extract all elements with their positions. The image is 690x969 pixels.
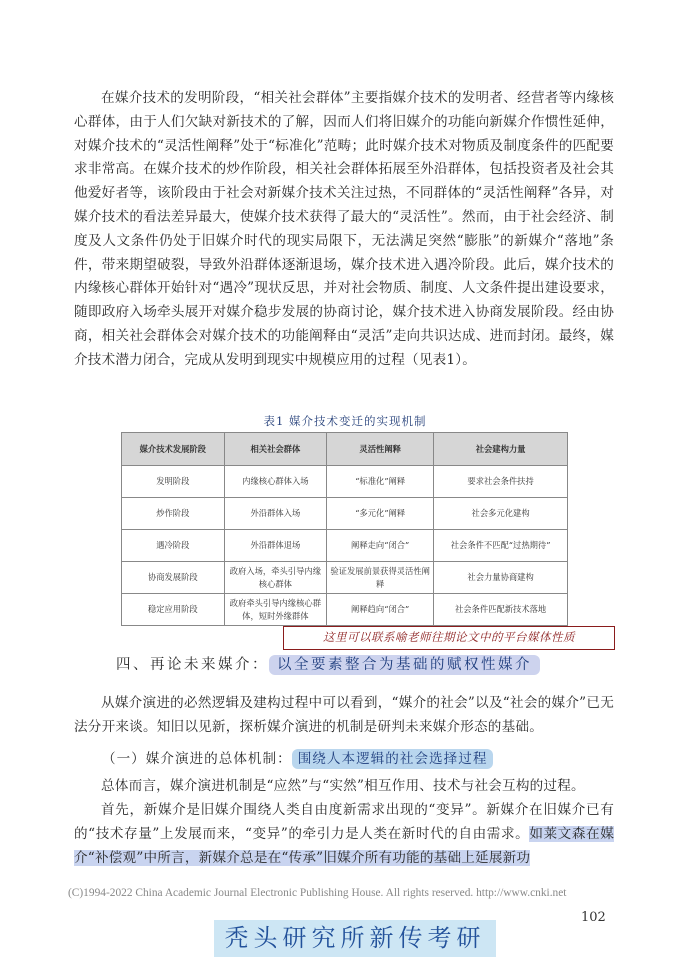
mechanism-table <box>121 432 568 626</box>
table-caption: 表1 媒介技术变迁的实现机制 <box>263 414 427 428</box>
table-cell: 阐释走向“闭合” <box>327 530 434 562</box>
body-paragraph-2: 从媒介演进的必然逻辑及建构过程中可以看到，“媒介的社会”以及“社会的媒介”已无法分开来谈。知旧以见新，探析媒介演进的机制是研判未来媒介形态的基础。 <box>74 695 614 735</box>
table-cell: 阐释趋向“闭合” <box>327 594 434 626</box>
table-cell: 协商发展阶段 <box>122 562 225 594</box>
table-cell: 遇冷阶段 <box>122 530 225 562</box>
subsection-heading-highlight: 围绕人本逻辑的社会选择过程 <box>292 749 494 769</box>
table-cell: 验证发展前景获得灵活性阐释 <box>327 562 434 594</box>
table-cell: 社会多元化建构 <box>434 498 568 530</box>
table-row <box>122 498 568 530</box>
table-cell: “标准化”阐释 <box>327 466 434 498</box>
subsection-heading-1 <box>102 747 493 767</box>
table-cell: 炒作阶段 <box>122 498 225 530</box>
table-cell: 外沿群体入场 <box>224 498 327 530</box>
table-header-cell: 相关社会群体 <box>224 433 327 466</box>
paragraph-4-text: 首先，新媒介是旧媒介围绕人类自由度新需求出现的“变异”。新媒介在旧媒介已有的“技术存量”上发展而来，“变异”的牵引力是人类在新时代的自由需求。 <box>74 802 614 842</box>
body-paragraph-1: 在媒介技术的发明阶段，“相关社会群体”主要指媒介技术的发明者、经营者等内缘核心群体，由于人们欠缺对新技术的了解，因而人们将旧媒介的功能向新媒介作惯性延伸，对媒介技术的“灵活性阐释”处于“标准化”范畴；此时媒介技术对物质及制度条件的匹配要求非常高。在媒介技术的炒作阶段，相关社会群体拓展至外沿群体，包括投资者及社会其他爱好者等，该阶段由于社会对新媒介技术关注过热，不同群体的“灵活性阐释”各异，对媒介技术的看法差异最大，使媒介技术获得了最大的“灵活性”。然而，由于社会经济、制度及人文条件仍处于旧媒介时代的现实局限下，无法满足突然“膨胀”的新媒介“落地”条件，带来期望破裂，导致外沿群体逐渐退场，媒介技术进入遇冷阶段。此后，媒介技术的内缘核心群体开始针对“遇冷”现状反思，并对社会物质、制度、人文条件提出建设要求，随即政府入场牵头展开对媒介稳步发展的协商讨论，媒介技术进入协商发展阶段。经由协商，相关社会群体会对媒介技术的功能阐释由“灵活”走向共识达成、进而封闭。最终，媒介技术潜力闭合，完成从发明到现实中规模应用的过程（见表1）。 <box>74 90 614 368</box>
page-number: 102 <box>581 910 606 925</box>
body-paragraph-4 <box>74 799 614 870</box>
table-cell: 稳定应用阶段 <box>122 594 225 626</box>
table-cell: 发明阶段 <box>122 466 225 498</box>
table-row <box>122 530 568 562</box>
table-row <box>122 562 568 594</box>
table-header-cell: 媒介技术发展阶段 <box>122 433 225 466</box>
handwritten-annotation: 这里可以联系喻老师往期论文中的平台媒体性质 <box>283 626 615 650</box>
paragraph-4-highlight: 如莱文森在媒介“补偿观”中所言，新媒介总是在“传承”旧媒介所有功能的基础上延展新功 <box>74 825 614 866</box>
table-cell: 内缘核心群体入场 <box>224 466 327 498</box>
section-heading-4 <box>116 653 540 674</box>
body-paragraph-3: 总体而言，媒介演进机制是“应然”与“实然”相互作用、技术与社会互构的过程。 <box>101 778 585 794</box>
table-cell: “多元化”阐释 <box>327 498 434 530</box>
table-cell: 政府牵头引导内缘核心群体，短时外缘群体 <box>224 594 327 626</box>
subsection-heading-prefix: （一）媒介演进的总体机制： <box>102 751 292 767</box>
table-cell: 社会条件不匹配“过热期待” <box>434 530 568 562</box>
copyright-footer: (C)1994-2022 China Academic Journal Electronic Publishing House. All rights reserved. http://www.cnki.net <box>68 887 567 899</box>
table-cell: 社会力量协商建构 <box>434 562 568 594</box>
table-cell: 要求社会条件扶持 <box>434 466 568 498</box>
table-cell: 外沿群体退场 <box>224 530 327 562</box>
table-cell: 社会条件匹配新技术落地 <box>434 594 568 626</box>
table-row <box>122 466 568 498</box>
table-header-cell: 灵活性阐释 <box>327 433 434 466</box>
watermark-stamp: 秃头研究所新传考研 <box>214 920 496 957</box>
table-row <box>122 594 568 626</box>
section-heading-highlight: 以全要素整合为基础的赋权性媒介 <box>269 655 540 675</box>
table-cell: 政府入场，牵头引导内缘核心群体 <box>224 562 327 594</box>
table-header-cell: 社会建构力量 <box>434 433 568 466</box>
section-heading-prefix: 四、再论未来媒介： <box>116 657 269 673</box>
